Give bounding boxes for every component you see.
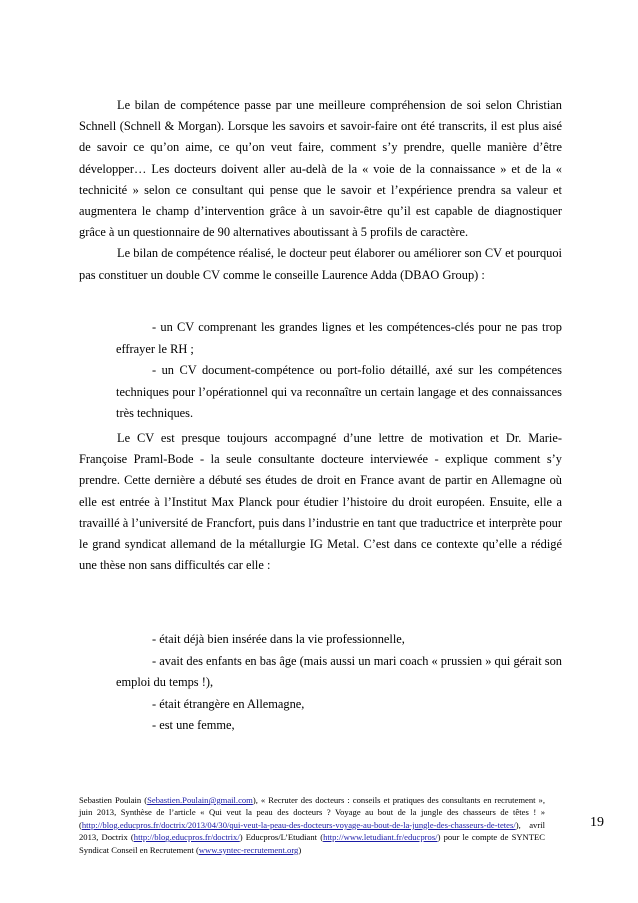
paragraph-cv: Le bilan de compétence réalisé, le docteur peut élaborer ou améliorer son CV et pourquoi pas constituer un double CV comme le conseille Laurence Adda (DBAO Group) : [79, 246, 562, 282]
list-item: - un CV document-compétence ou port-folio détaillé, axé sur les compétences techniques pour l’opérationnel qui va reconnaître un certain langage et des connaissances très techniques. [116, 363, 562, 421]
footnote-text: ), avril 2013, Doctrix ( [79, 819, 545, 843]
footnote [79, 794, 545, 856]
educpros-link[interactable]: http://www.letudiant.fr/educpros/ [323, 832, 438, 843]
footnote-text: ) [298, 844, 302, 855]
syntec-link[interactable]: www.syntec-recrutement.org [198, 844, 299, 855]
list-item: - était déjà bien insérée dans la vie professionnelle, [152, 632, 405, 646]
author-email-link[interactable]: Sebastien.Poulain@gmail.com [147, 795, 253, 805]
list-item: - est une femme, [152, 718, 235, 733]
paragraph-lettre: Le CV est presque toujours accompagné d’une lettre de motivation et Dr. Marie-Françoise Praml-Bode - la seule consultante docteure interviewée - explique comment s’y prendre. Cette dernière a débuté ses études de droit en France avant de partir en Allemagne où elle est entrée à l’Institut Max Planck pour étudier l’histoire du droit européen. Ensuite, elle a travaillé à l’université de Francfort, puis dans l’industrie en tant que traductrice et interprète pour le grand syndicat allemand de la métallurgie IG Metal. C’est dans ce contexte qu’elle a rédigé une thèse non sans difficultés car elle : [79, 431, 562, 573]
body-text-top [79, 95, 562, 286]
body-text-middle [79, 428, 562, 576]
cv-list [116, 317, 562, 425]
footnote-text: Sebastien Poulain ( [79, 795, 148, 805]
list-item: - avait des enfants en bas âge (mais aussi un mari coach « prussien » qui gérait son emploi du temps !), [116, 653, 562, 690]
footnote-text: ) pour le compte de SYNTEC Syndicat Conseil en Recrutement ( [79, 832, 545, 855]
page-number: 19 [590, 815, 604, 830]
article-link[interactable]: http://blog.educpros.fr/doctrix/2013/04/30/qui-veut-la-peau-des-docteurs-voyage-au-bout-de-la-jungle-des-chasseurs-de-tetes/ [81, 819, 516, 830]
list-item: - était étrangère en Allemagne, [152, 696, 305, 711]
footnote-text: ) Educpros/L’Etudiant ( [239, 832, 324, 843]
paragraph-bilan: Le bilan de compétence passe par une meilleure compréhension de soi selon Christian Schnell (Schnell & Morgan). Lorsque les savoirs et savoir-faire ont été transcrits, il est plus aisé de savoir ce qu’on aime, ce qu’on veut faire, comment s’y prendre, quelle manière d’être développer… Les docteurs doivent aller au-delà de la « voie de la connaissance » et de la « technicité » selon ce consultant qui pense que le savoir et l’expérience prendra sa valeur et augmentera le champ d’intervention grâce à un savoir-être qu’il est capable de diagnostiquer grâce à un questionnaire de 90 alternatives aboutissant à 5 profils de caractère. [79, 98, 562, 240]
thesis-list [116, 629, 562, 737]
footnote-text: ), « Recruter des docteurs : conseils et pratiques des consultants en recrutement », juin 2013, Synthèse de l’article « Qui veut la peau des docteurs ? Voyage au bout de la jungle des chasseurs de têtes ! » ( [79, 795, 545, 830]
list-item: - un CV comprenant les grandes lignes et les compétences-clés pour ne pas trop effrayer le RH ; [116, 320, 562, 356]
doctrix-blog-link[interactable]: http://blog.educpros.fr/doctrix/ [133, 832, 240, 843]
